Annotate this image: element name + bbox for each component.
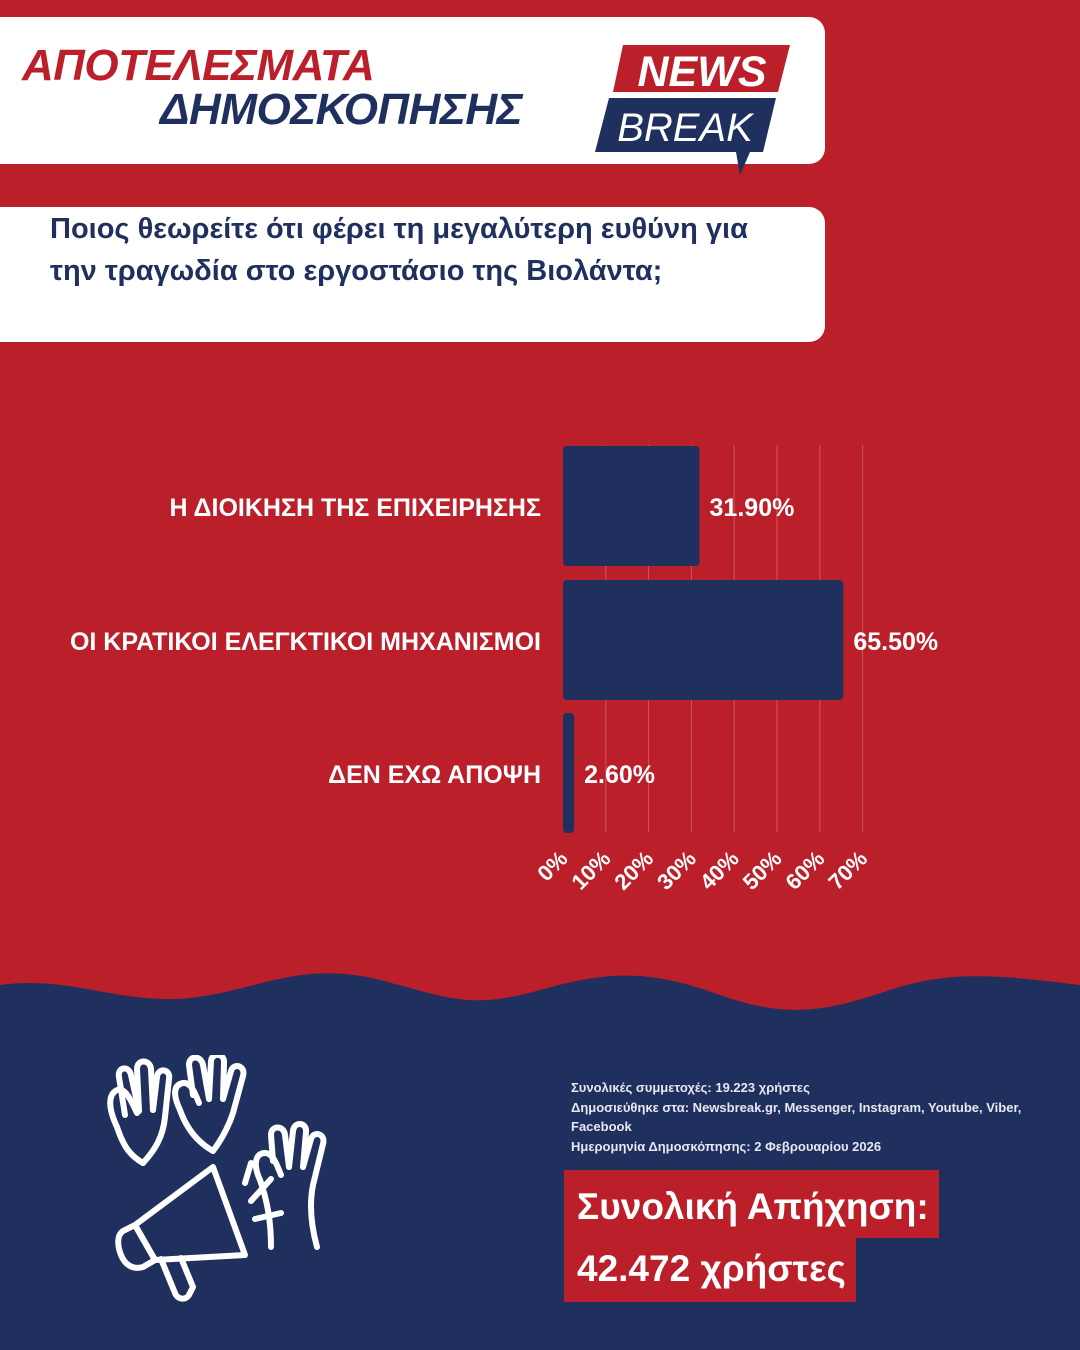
tick-label: 20% (609, 845, 659, 895)
left-hand-icon (110, 1062, 169, 1164)
bar (563, 713, 574, 833)
logo-word-news: NEWS (637, 48, 767, 96)
tick-label: 50% (737, 845, 787, 895)
total-reach-value: 42.472 χρήστες (564, 1238, 856, 1302)
category-label: Η ΔΙΟΙΚΗΣΗ ΤΗΣ ΕΠΙΧΕΙΡΗΣΗΣ (169, 494, 541, 522)
tick-label: 40% (694, 845, 744, 895)
poll-details (571, 1078, 1076, 1156)
logo-word-break: BREAK (617, 106, 753, 150)
poll-date-text: Ημερομηνία Δημοσκόπησης: 2 Φεβρουαρίου 2026 (571, 1138, 882, 1154)
category-label: ΔΕΝ ΕΧΩ ΑΠΟΨΗ (328, 761, 541, 789)
title-line-1: ΑΠΟΤΕΛΕΣΜΑΤΑ (22, 41, 375, 90)
poll-question: Ποιος θεωρείτε ότι φέρει τη μεγαλύτερη ευθύνη για την τραγωδία στο εργοστάσιο της Βιολάντα; (50, 213, 748, 287)
value-label: 2.60% (584, 761, 656, 789)
tick-label: 70% (823, 845, 873, 895)
megaphone-icon (118, 1163, 281, 1299)
tick-label: 30% (652, 845, 701, 895)
value-label: 65.50% (853, 628, 939, 656)
tick-label: 0% (532, 845, 573, 887)
tick-label: 10% (566, 845, 616, 895)
bar (563, 446, 700, 566)
published-on-text: Δημοσιεύθηκε στα: Newsbreak.gr, Messenger, Instagram, Youtube, Viber, Facebook (571, 1099, 1022, 1134)
title-line-2: ΔΗΜΟΣΚΟΠΗΣΗΣ (160, 85, 523, 134)
center-hand-icon (175, 1055, 243, 1151)
poll-bar-chart (0, 420, 1080, 920)
raised-hands-icon (95, 1055, 365, 1305)
total-participants-text: Συνολικές συμμετοχές: 19.223 χρήστες (571, 1080, 810, 1095)
bar (563, 580, 843, 700)
total-reach-label: Συνολική Απήχηση: (564, 1170, 939, 1238)
tick-label: 60% (780, 845, 830, 895)
newsbreak-logo (590, 42, 795, 182)
value-label: 31.90% (709, 494, 795, 522)
category-label: ΟΙ ΚΡΑΤΙΚΟΙ ΕΛΕΓΚΤΙΚΟΙ ΜΗΧΑΝΙΣΜΟΙ (69, 628, 541, 656)
